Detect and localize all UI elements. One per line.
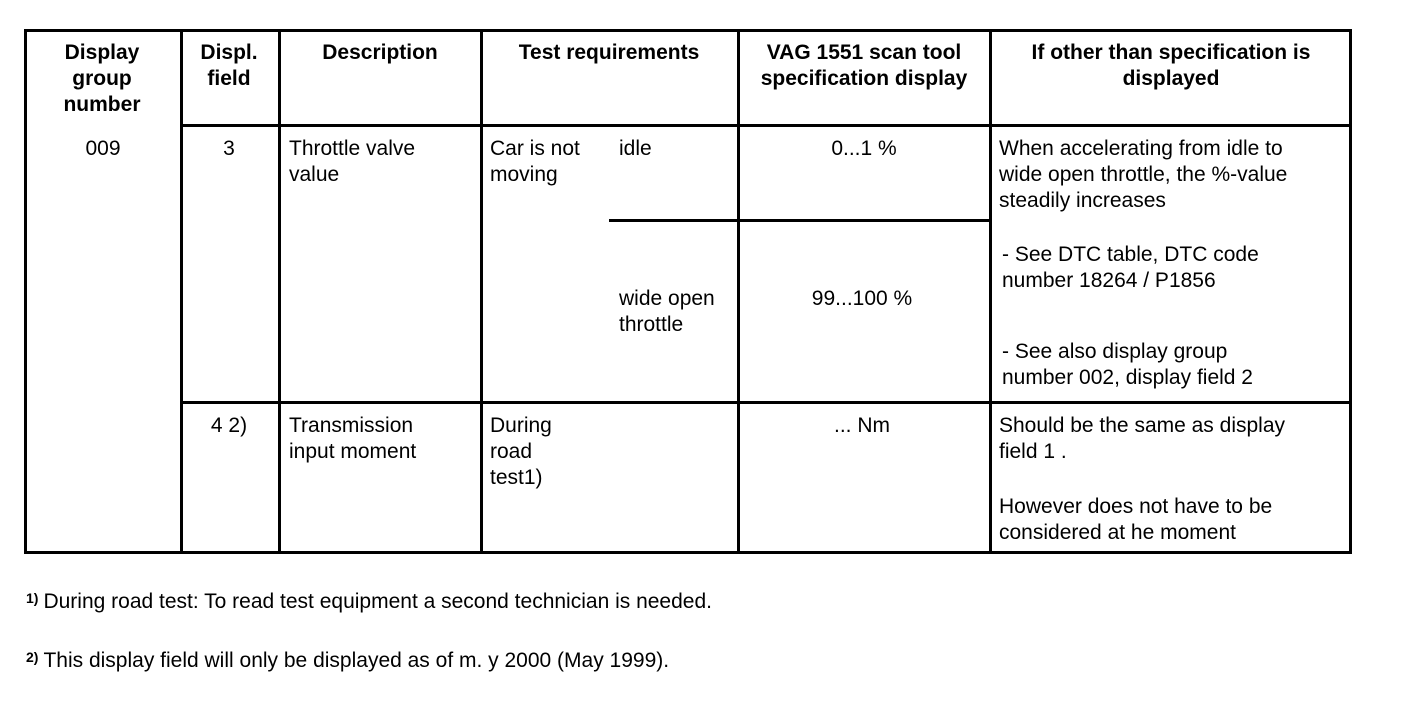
row2-spec: ... Nm bbox=[834, 414, 890, 437]
header-divider bbox=[181, 124, 1352, 127]
col-divider-3 bbox=[480, 29, 483, 554]
table-left-border bbox=[24, 29, 27, 554]
col-divider-5 bbox=[989, 29, 992, 554]
row1-field: 3 bbox=[223, 137, 235, 160]
row1-condition-wot: wide open throttle bbox=[619, 287, 715, 336]
footnote-1 bbox=[26, 589, 712, 615]
footnote-2 bbox=[26, 648, 669, 674]
footnote-1-text: During road test: To read test equipment a second technician is needed. bbox=[43, 590, 712, 613]
row1-spec-wot: 99...100 % bbox=[811, 287, 913, 310]
row1-spec-idle: 0...1 % bbox=[831, 137, 897, 160]
table-bottom-border bbox=[24, 551, 1352, 554]
row1-test-requirement: Car is not moving bbox=[490, 137, 580, 186]
subrow-divider bbox=[609, 219, 991, 222]
header-test-requirements: Test requirements bbox=[518, 41, 700, 64]
header-if-other: If other than specification is displayed bbox=[1031, 41, 1311, 90]
header-display-group-number: Display group number bbox=[63, 41, 141, 116]
footnote-1-mark: 1) bbox=[26, 590, 39, 606]
header-description: Description bbox=[322, 41, 438, 64]
row-divider bbox=[181, 401, 1352, 404]
row2-field: 4 2) bbox=[210, 414, 248, 437]
row1-condition-idle: idle bbox=[619, 137, 652, 160]
col-divider-4 bbox=[737, 29, 740, 554]
footnote-2-mark: 2) bbox=[26, 649, 39, 665]
col-divider-2 bbox=[278, 29, 281, 554]
col-divider-1 bbox=[180, 29, 183, 554]
footnote-2-text: This display field will only be displayed as of m. y 2000 (May 1999). bbox=[43, 649, 670, 672]
row2-other-note-2: However does not have to be considered at he moment bbox=[999, 495, 1273, 544]
row2-test-requirement: During road test1) bbox=[490, 414, 552, 489]
table-right-border bbox=[1349, 29, 1352, 554]
header-scan-tool-spec: VAG 1551 scan tool specification display bbox=[760, 41, 968, 90]
header-display-field: Displ. field bbox=[200, 41, 258, 90]
row2-description: Transmission input moment bbox=[289, 414, 417, 463]
table-top-border bbox=[24, 29, 1352, 32]
row2-other-note-1: Should be the same as display field 1 . bbox=[999, 414, 1286, 463]
row1-other-note-1: When accelerating from idle to wide open throttle, the %-value steadily increases bbox=[999, 137, 1288, 212]
group-number: 009 bbox=[85, 137, 121, 160]
row1-other-note-2: - See DTC table, DTC code number 18264 / P1856 bbox=[1002, 243, 1259, 292]
row1-other-note-3: - See also display group number 002, display field 2 bbox=[1002, 340, 1253, 389]
row1-description: Throttle valve value bbox=[289, 137, 416, 186]
